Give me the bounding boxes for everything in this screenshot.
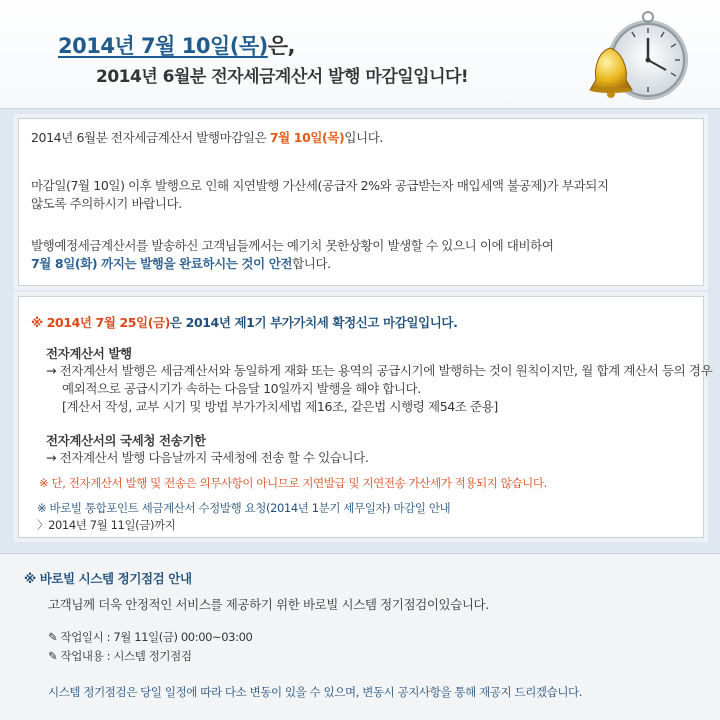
penalty-exemption-warning: ※ 단, 전자계산서 발행 및 전송은 의무사항이 아니므로 지연발급 및 지연전송 가산세가 적용되지 않습니다.	[39, 476, 547, 490]
penalty-warning-line1: 마감일(7월 10일) 이후 발행으로 인해 지연발행 가산세(공급자 2%와 공급받는자 매입세액 불공제)가 부과되지	[31, 178, 609, 193]
deadline-notice-panel	[18, 118, 704, 286]
maintenance-title: ※ 바로빌 시스템 정기점검 안내	[24, 571, 192, 586]
maintenance-footer: 시스템 정기점검은 당일 일정에 따라 다소 변동이 있을 수 있으며, 변동시 공지사항을 통해 재공지 드리겠습니다.	[48, 685, 582, 699]
e-invoice-line1: → 전자계산서 발행은 세금계산서와 동일하게 재화 또는 용역의 공급시기에 발행하는 것이 원칙이지만, 월 합계 계산서 등의 경우	[46, 363, 713, 378]
header-banner	[0, 0, 720, 109]
vat-title-date: 2014년 7월 25일(금)	[46, 315, 171, 330]
transmission-line1: → 전자계산서 발행 다음날까지 국세청에 전송 할 수 있습니다.	[46, 450, 369, 465]
deadline-date: 7월 10일(목)	[269, 130, 345, 145]
maintenance-item-time-text: 작업일시 : 7월 11일(금) 00:00~03:00	[60, 630, 253, 644]
advance-issue-line1: 발행예정세금계산서를 발송하신 고객님들께서는 예기치 못한상황이 발생할 수 있으니 이에 대비하여	[31, 238, 554, 253]
maintenance-notice-panel	[0, 553, 720, 720]
header-subtitle: 2014년 6월분 전자세금계산서 발행 마감일입니다!	[96, 67, 469, 87]
maintenance-item-content	[48, 648, 192, 665]
barobill-deadline-date: 〉2014년 7월 11일(금)까지	[37, 518, 176, 532]
advance-issue-date: 7월 8일(화) 까지는 발행을 완료하시는 것이 안전	[31, 256, 293, 271]
deadline-prefix: 2014년 6월분 전자세금계산서 발행마감일은	[31, 130, 270, 145]
transmission-section-title: 전자계산서의 국세청 전송기한	[46, 433, 206, 448]
vat-notice-panel	[18, 296, 713, 538]
vat-title-suffix: 은 2014년 제1기 부가가치세 확정신고 마감일입니다.	[170, 315, 458, 330]
penalty-warning-line2: 않도록 주의하시기 바랍니다.	[31, 196, 182, 211]
maintenance-item-content-text: 작업내용 : 시스템 정기점검	[60, 649, 192, 663]
e-invoice-line3: [계산서 작성, 교부 시기 및 방법 부가가치세법 제16조, 같은법 시행령 제54조 준용]	[62, 399, 498, 414]
advance-issue-line2	[31, 255, 331, 272]
header-date: 2014년 7월 10일(목)	[58, 34, 268, 58]
pencil-icon: ✎	[48, 630, 61, 644]
deadline-line	[31, 129, 383, 146]
e-invoice-section-title: 전자계산서 발행	[46, 346, 132, 361]
advance-issue-suffix: 합니다.	[292, 256, 331, 271]
e-invoice-line2: 예외적으로 공급시기가 속하는 다음달 10일까지 발행을 해야 합니다.	[62, 381, 421, 396]
vat-title	[31, 314, 457, 331]
deadline-suffix: 입니다.	[344, 130, 383, 145]
pencil-icon: ✎	[48, 649, 61, 663]
maintenance-item-time	[48, 629, 252, 646]
barobill-deadline-notice: ※ 바로빌 통합포인트 세금계산서 수정발행 요청(2014년 1분기 세무일자) 마감일 안내	[37, 501, 451, 515]
header-title	[58, 30, 295, 60]
vat-title-mark: ※	[31, 315, 43, 330]
alarm-clock-icon	[580, 10, 710, 110]
maintenance-intro: 고객님께 더욱 안정적인 서비스를 제공하기 위한 바로빌 시스템 정기점검이있습니다.	[48, 597, 489, 612]
header-date-suffix: 은,	[267, 34, 296, 58]
